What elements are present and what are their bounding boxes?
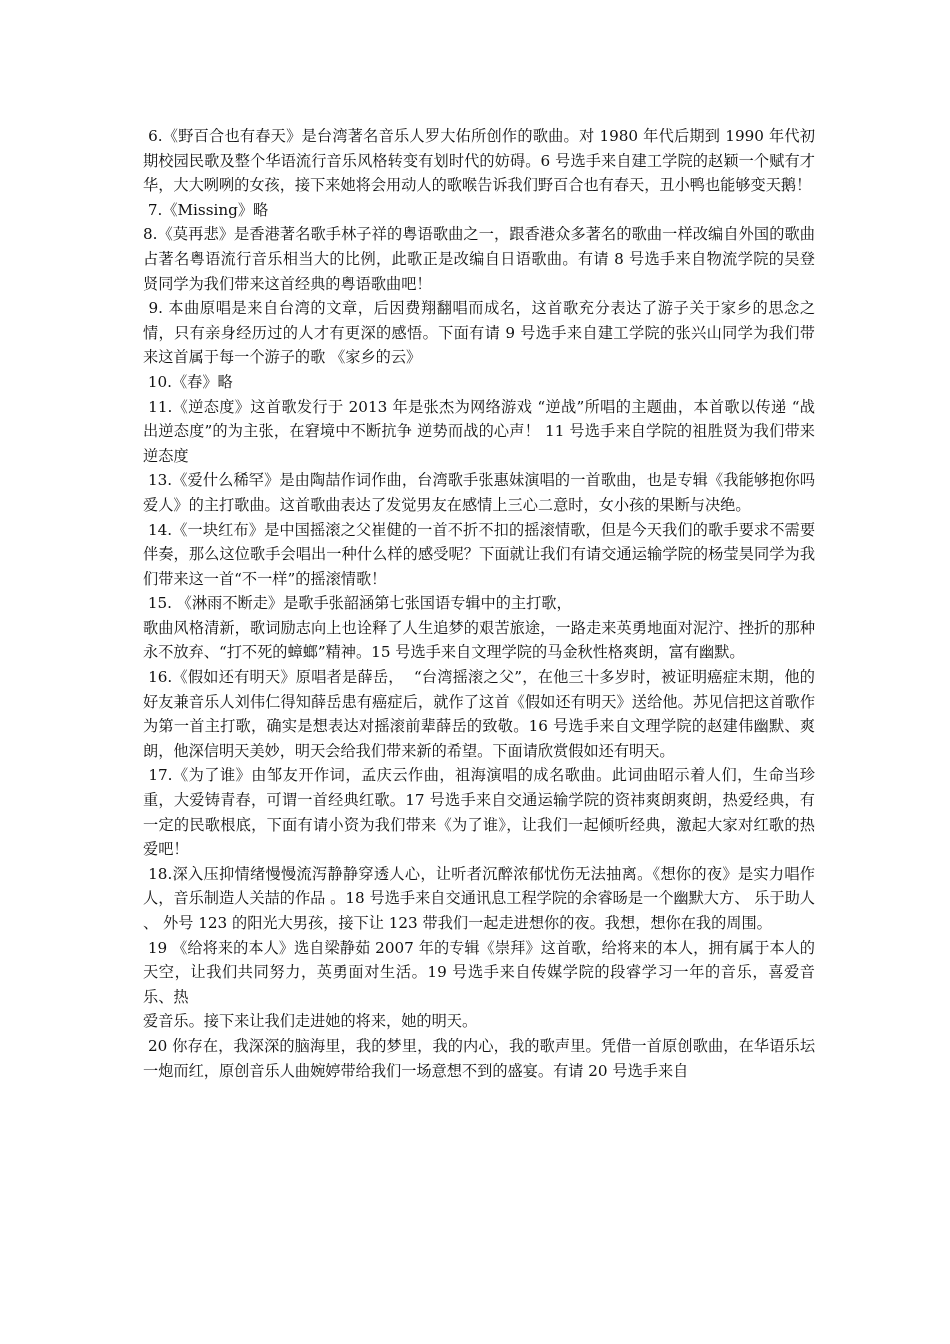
- paragraph-song-15-intro: 15. 《淋雨不断走》是歌手张韶涵第七张国语专辑中的主打歌，: [143, 594, 572, 613]
- paragraph-song-16: 16.《假如还有明天》原唱者是薛岳， “台湾摇滚之父”，在他三十多岁时，被证明癌症末期，他的好友兼音乐人刘伟仁得知薛岳患有癌症后，就作了这首《假如还有明天》送给他。苏见信把这首歌作为第一首主打歌，确实是想表达对摇滚前辈薛岳的致敬。16 号选手来自文理学院的赵建伟幽默、爽朗，他深信明天美妙，明天会给我们带来新的希望。下面请欣赏假如还有明天。: [143, 668, 815, 760]
- document-body: [143, 124, 820, 1083]
- paragraph-song-8: 8.《莫再悲》是香港著名歌手林子祥的粤语歌曲之一，跟香港众多著名的歌曲一样改编自外国的歌曲占著名粤语流行音乐相当大的比例，此歌正是改编自日语歌曲。有请 8 号选手来自物流学院的吴登贤同学为我们带来这首经典的粤语歌曲吧！: [143, 225, 815, 293]
- paragraph-song-7: 7.《Missing》略: [143, 200, 269, 219]
- paragraph-song-18: 18.深入压抑情绪慢慢流泻静静穿透人心，让听者沉醉浓郁忧伤无法抽离。《想你的夜》是实力唱作人，音乐制造人关喆的作品 。18 号选手来自交通讯息工程学院的余睿旸是一个幽默大方、 乐于助人 、 外号 123 的阳光大男孩，接下让 123 带我们一起走进想你的夜。我想，想你在我的周围。: [143, 864, 820, 932]
- paragraph-song-6: 6.《野百合也有春天》是台湾著名音乐人罗大佑所创作的歌曲。对 1980 年代后期到 1990 年代初期校园民歌及整个华语流行音乐风格转变有划时代的妨碍。6 号选手来自建工学院的赵颖一个赋有才华，大大咧咧的女孩，接下来她将会用动人的歌喉告诉我们野百合也有春天，丑小鸭也能够变天鹅！: [143, 127, 816, 195]
- paragraph-song-20: 20 你存在，我深深的脑海里，我的梦里，我的内心，我的歌声里。凭借一首原创歌曲，在华语乐坛一炮而红，原创音乐人曲婉婷带给我们一场意想不到的盛宴。有请 20 号选手来自: [143, 1036, 816, 1080]
- paragraph-song-9: 9. 本曲原唱是来自台湾的文章，后因费翔翻唱而成名，这首歌充分表达了游子关于家乡的思念之情，只有亲身经历过的人才有更深的感悟。下面有请 9 号选手来自建工学院的张兴山同学为我们带来这首属于每一个游子的歌 《家乡的云》: [143, 299, 816, 367]
- paragraph-song-19-continued: 爱音乐。接下来让我们走进她的将来，她的明天。: [143, 1012, 478, 1031]
- paragraph-song-10: 10.《春》略: [143, 372, 233, 391]
- paragraph-song-14: 14.《一块红布》是中国摇滚之父崔健的一首不折不扣的摇滚情歌，但是今天我们的歌手要求不需要伴奏，那么这位歌手会唱出一种什么样的感受呢？下面就让我们有请交通运输学院的杨莹昊同学为我们带来这一首“不一样”的摇滚情歌！: [143, 520, 816, 588]
- paragraph-song-15-detail: 歌曲风格清新，歌词励志向上也诠释了人生追梦的艰苦旅途，一路走来英勇地面对泥泞、挫折的那种永不放弃、“打不死的蟑螂”精神。15 号选手来自文理学院的马金秋性格爽朗，富有幽默。: [143, 618, 815, 662]
- paragraph-song-11: 11.《逆态度》这首歌发行于 2013 年是张杰为网络游戏 “逆战”所唱的主题曲，本首歌以传递 “战出逆态度”的为主张，在窘境中不断抗争 逆势而战的心声！ 11 号选手来自学院的祖胜贤为我们带来逆态度: [143, 397, 815, 465]
- paragraph-song-19: 19 《给将来的本人》选自梁静茹 2007 年的专辑《崇拜》这首歌，给将来的本人，拥有属于本人的天空，让我们共同努力，英勇面对生活。19 号选手来自传媒学院的段睿学习一年的音乐，喜爱音乐、热: [143, 938, 815, 1006]
- paragraph-song-17: 17.《为了谁》由邹友开作词，孟庆云作曲，祖海演唱的成名歌曲。此词曲昭示着人们，生命当珍重，大爱铸青春，可谓一首经典红歌。17 号选手来自交通运输学院的资祎爽朗爽朗，热爱经典，有一定的民歌根底，下面有请小资为我们带来《为了谁》，让我们一起倾听经典，激起大家对红歌的热爱吧！: [143, 766, 815, 859]
- paragraph-song-13: 13.《爱什么稀罕》是由陶喆作词作曲，台湾歌手张惠妹演唱的一首歌曲，也是专辑《我能够抱你吗爱人》的主打歌曲。这首歌曲表达了发觉男友在感情上三心二意时，女小孩的果断与决绝。: [143, 471, 816, 514]
